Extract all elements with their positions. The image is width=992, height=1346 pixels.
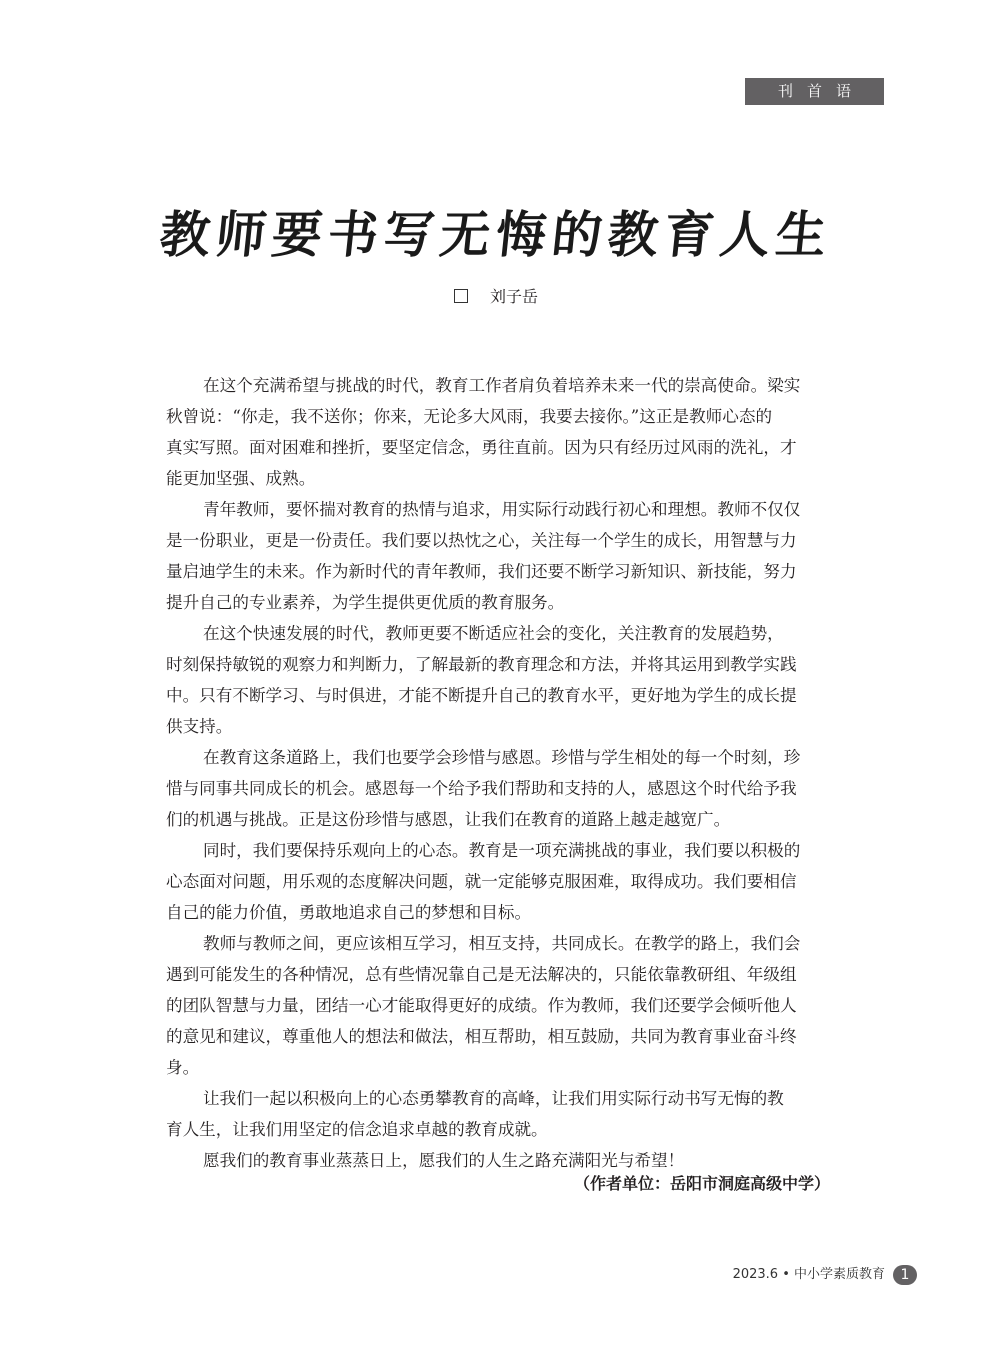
text-line: 的团队智慧与力量，团结一心才能取得更好的成绩。作为教师，我们还要学会倾听他人 bbox=[166, 996, 797, 1015]
author-name: 刘子岳 bbox=[489, 287, 538, 306]
text-line: 在这个充满希望与挑战的时代，教育工作者肩负着培养未来一代的崇高使命。梁实 bbox=[203, 376, 801, 395]
text-line: 惜与同事共同成长的机会。感恩每一个给予我们帮助和支持的人，感恩这个时代给予我 bbox=[166, 779, 797, 798]
text-line: 真实写照。面对困难和挫折，要坚定信念，勇往直前。因为只有经历过风雨的洗礼，才 bbox=[166, 438, 797, 457]
page-number: 1 bbox=[893, 1265, 917, 1285]
article-body bbox=[166, 370, 836, 1176]
text-line: 能更加坚强、成熟。 bbox=[166, 469, 316, 488]
text-line: 遇到可能发生的各种情况，总有些情况靠自己是无法解决的，只能依靠教研组、年级组 bbox=[166, 965, 797, 984]
text-line: 愿我们的教育事业蒸蒸日上，愿我们的人生之路充满阳光与希望！ bbox=[203, 1151, 685, 1170]
text-line: 量启迪学生的未来。作为新时代的青年教师，我们还要不断学习新知识、新技能，努力 bbox=[166, 562, 797, 581]
text-line: 育人生，让我们用坚定的信念追求卓越的教育成就。 bbox=[166, 1120, 548, 1139]
section-tag: 刊首语 bbox=[745, 78, 884, 105]
text-line: 自己的能力价值，勇敢地追求自己的梦想和目标。 bbox=[166, 903, 532, 922]
byline bbox=[0, 286, 992, 308]
text-line: 同时，我们要保持乐观向上的心态。教育是一项充满挑战的事业，我们要以积极的 bbox=[203, 841, 801, 860]
text-line: 们的机遇与挑战。正是这份珍惜与感恩，让我们在教育的道路上越走越宽广。 bbox=[166, 810, 731, 829]
text-line: 青年教师，要怀揣对教育的热情与追求，用实际行动践行初心和理想。教师不仅仅 bbox=[203, 500, 801, 519]
article-title: 教师要书写无悔的教育人生 bbox=[156, 205, 836, 264]
author-affiliation: （作者单位：岳阳市洞庭高级中学） bbox=[573, 1174, 830, 1193]
text-line: 在教育这条道路上，我们也要学会珍惜与感恩。珍惜与学生相处的每一个时刻，珍 bbox=[203, 748, 801, 767]
text-line: 秋曾说：“你走，我不送你；你来，无论多大风雨，我要去接你。”这正是教师心态的 bbox=[166, 407, 773, 426]
text-line: 提升自己的专业素养，为学生提供更优质的教育服务。 bbox=[166, 593, 565, 612]
text-line: 教师与教师之间，更应该相互学习，相互支持，共同成长。在教学的路上，我们会 bbox=[203, 934, 801, 953]
text-line: 身。 bbox=[166, 1058, 200, 1077]
text-line: 心态面对问题，用乐观的态度解决问题，就一定能够克服困难，取得成功。我们要相信 bbox=[166, 872, 797, 891]
text-line: 供支持。 bbox=[166, 717, 233, 736]
text-line: 是一份职业，更是一份责任。我们要以热忱之心，关注每一个学生的成长，用智慧与力 bbox=[166, 531, 797, 550]
text-line: 在这个快速发展的时代，教师更要不断适应社会的变化，关注教育的发展趋势， bbox=[203, 624, 784, 643]
text-line: 中。只有不断学习、与时俱进，才能不断提升自己的教育水平，更好地为学生的成长提 bbox=[166, 686, 797, 705]
text-line: 时刻保持敏锐的观察力和判断力，了解最新的教育理念和方法，并将其运用到教学实践 bbox=[166, 655, 797, 674]
page-footer bbox=[733, 1264, 917, 1286]
square-icon bbox=[454, 289, 468, 303]
text-line: 的意见和建议，尊重他人的想法和做法，相互帮助，相互鼓励，共同为教育事业奋斗终 bbox=[166, 1027, 797, 1046]
issue-info: 2023.6 • 中小学素质教育 bbox=[732, 1267, 885, 1282]
text-line: 让我们一起以积极向上的心态勇攀教育的高峰，让我们用实际行动书写无悔的教 bbox=[203, 1089, 784, 1108]
